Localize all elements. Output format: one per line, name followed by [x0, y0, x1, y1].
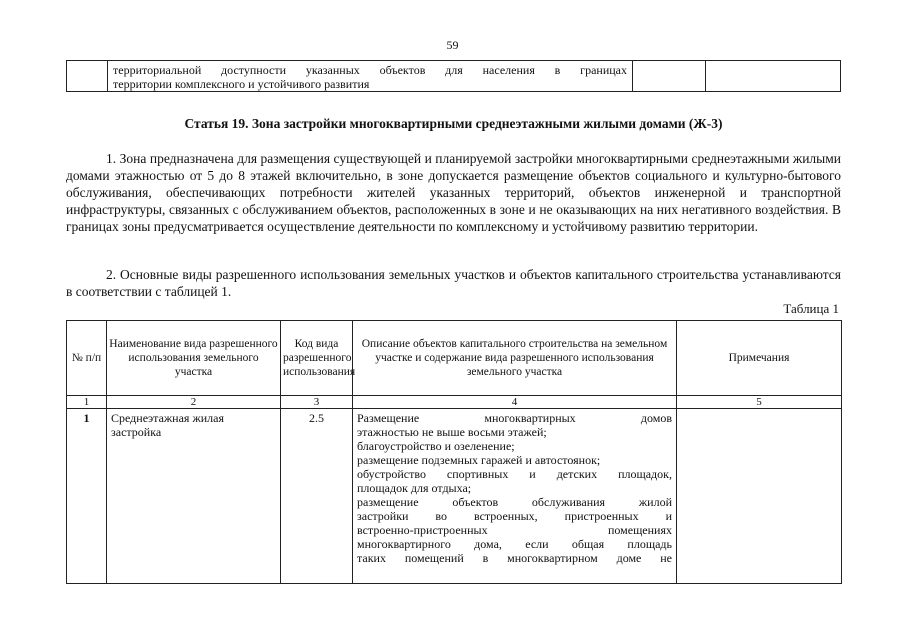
- description-line: площадок для отдыха;: [357, 481, 472, 495]
- table-caption: Таблица 1: [783, 301, 839, 316]
- column-number: 2: [107, 396, 281, 409]
- header-name: Наименование вида разрешенного использования земельного участка: [107, 321, 281, 396]
- continued-text-cell: [108, 61, 633, 92]
- table-row: [67, 61, 841, 92]
- land-use-table: [66, 320, 842, 584]
- description-line: Размещение многоквартирных домов: [357, 411, 672, 425]
- column-number-row: [67, 396, 842, 409]
- header-code: Код вида разрешенного использования: [281, 321, 353, 396]
- description-line: встроенно-пристроенных помещениях: [357, 523, 672, 537]
- description-line: таких помещений в многоквартирном доме не: [357, 551, 672, 565]
- description-line: многоквартирного дома, если общая площадь: [357, 537, 672, 551]
- column-number: 4: [353, 396, 677, 409]
- description-line: размещение объектов обслуживания жилой: [357, 495, 672, 509]
- header-description: Описание объектов капитального строительства на земельном участке и содержание вида разрешенного использования земельного участка: [353, 321, 677, 396]
- empty-cell: [706, 61, 841, 92]
- land-use-name: Среднеэтажная жилая застройка: [107, 409, 281, 584]
- land-use-description: [353, 409, 677, 584]
- text-line: территориальной доступности указанных объектов для населения в границах: [113, 63, 627, 77]
- description-line: обустройство спортивных и детских площадок,: [357, 467, 672, 481]
- paragraph-2: 2. Основные виды разрешенного использования земельных участков и объектов капитального строительства устанавливаются в соответствии с таблицей 1.: [66, 267, 841, 299]
- column-number: 1: [67, 396, 107, 409]
- description-line: благоустройство и озеленение;: [357, 439, 515, 453]
- notes-cell: [677, 409, 842, 584]
- description-line: этажностью не выше восьми этажей;: [357, 425, 547, 439]
- empty-cell: [633, 61, 706, 92]
- description-line: застройки во встроенных, пристроенных и: [357, 509, 672, 523]
- row-number: 1: [67, 409, 107, 584]
- continued-table-fragment: [66, 60, 841, 92]
- page-number: 59: [446, 38, 459, 52]
- table-row: [67, 409, 842, 584]
- text-line: территории комплексного и устойчивого развития: [113, 77, 370, 91]
- header-notes: Примечания: [677, 321, 842, 396]
- description-line: размещение подземных гаражей и автостоянок;: [357, 453, 601, 467]
- article-heading: Статья 19. Зона застройки многоквартирными среднеэтажными жилыми домами (Ж-3): [184, 116, 723, 131]
- land-use-code: 2.5: [281, 409, 353, 584]
- paragraph-1: 1. Зона предназначена для размещения существующей и планируемой застройки многоквартирными среднеэтажными жилыми домами этажностью от 5 до 8 этажей включительно, в зоне допускается размещение объектов социального и культурно-бытового обслуживания, обеспечивающих потребности жителей указанных территорий, объектов инженерной и транспортной инфраструктуры, связанных с обслуживанием объектов, расположенных в зоне и не оказывающих на них негативного воздействия. В границах зоны предусматривается осуществление деятельности по комплексному и устойчивому развитию территории.: [66, 151, 841, 234]
- column-number: 5: [677, 396, 842, 409]
- table-header-row: [67, 321, 842, 396]
- empty-cell: [67, 61, 108, 92]
- column-number: 3: [281, 396, 353, 409]
- header-num: № п/п: [67, 321, 107, 396]
